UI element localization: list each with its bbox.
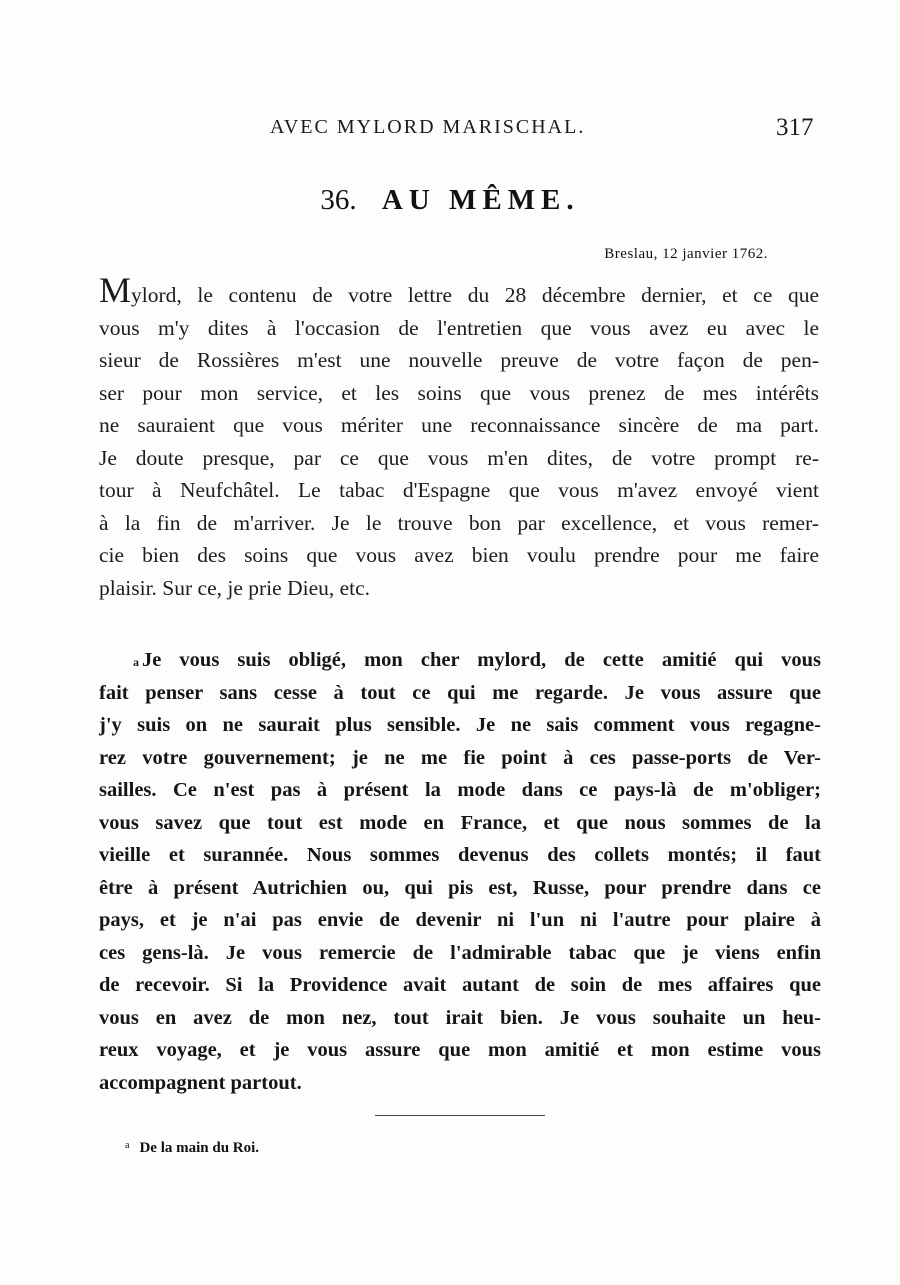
letter-line: plaisir. Sur ce, je prie Dieu, etc.	[99, 575, 371, 600]
postscript-line: sailles. Ce n'est pas à présent la mode dans ce pays-là de m'obliger;	[99, 779, 821, 801]
letter-line: à la fin de m'arriver. Je le trouve bon par excellence, et vous remer-	[99, 510, 819, 535]
page-number: 317	[776, 114, 814, 141]
letter-line: cie bien des soins que vous avez bien voulu prendre pour me faire	[99, 543, 819, 567]
letter-title: AU MÊME.	[381, 184, 580, 216]
postscript-line: vous savez que tout est mode en France, et que nous sommes de la	[99, 811, 821, 834]
dropcap: M	[99, 270, 132, 310]
letter-line-text: ylord, le contenu de votre lettre du 28 décembre dernier, et ce que	[131, 283, 819, 307]
letter-line: vous m'y dites à l'occasion de l'entretien que vous avez eu avec le	[99, 315, 819, 340]
postscript-line: reux voyage, et je vous assure que mon amitié et mon estime vous	[99, 1039, 821, 1061]
postscript-line: rez votre gouvernement; je ne me fie point à ces passe-ports de Ver-	[99, 746, 821, 769]
footnote-rule	[375, 1115, 545, 1116]
letter-body	[99, 270, 819, 604]
footnote	[125, 1140, 259, 1157]
postscript-line: de recevoir. Si la Providence avait autant de soin de mes affaires que	[99, 974, 821, 996]
postscript-line: accompagnent partout.	[99, 1071, 302, 1094]
postscript-line: j'y suis on ne saurait plus sensible. Je ne sais comment vous regagne-	[99, 714, 821, 736]
postscript-line: pays, et je n'ai pas envie de devenir ni l'un ni l'autre pour plaire à	[99, 909, 821, 931]
postscript-line-text: Je vous suis obligé, mon cher mylord, de cette amitié qui vous	[142, 649, 821, 671]
postscript-line: ces gens-là. Je vous remercie de l'admirable tabac que je viens enfin	[99, 941, 821, 964]
letter-line: ser pour mon service, et les soins que vous prenez de mes intérêts	[99, 380, 819, 405]
letter-heading	[0, 184, 900, 217]
footnote-marker: a	[133, 655, 139, 669]
dateline: Breslau, 12 janvier 1762.	[604, 246, 768, 262]
postscript-line: vous en avez de mon nez, tout irait bien. Je vous souhaite un heu-	[99, 1006, 821, 1029]
letter-number: 36.	[320, 184, 357, 216]
letter-line: tour à Neufchâtel. Le tabac d'Espagne que vous m'avez envoyé vient	[99, 478, 819, 502]
running-title: AVEC MYLORD MARISCHAL.	[270, 116, 586, 138]
postscript-line: vieille et surannée. Nous sommes devenus des collets montés; il faut	[99, 844, 821, 866]
letter-line: ne sauraient que vous mériter une reconnaissance sincère de ma part.	[99, 413, 819, 437]
postscript-line: être à présent Autrichien ou, qui pis est, Russe, pour prendre dans ce	[99, 876, 821, 899]
letter-line: Je doute presque, par ce que vous m'en dites, de votre prompt re-	[99, 445, 819, 470]
letter-line: sieur de Rossières m'est une nouvelle preuve de votre façon de pen-	[99, 348, 819, 372]
postscript	[99, 644, 821, 1099]
postscript-line	[99, 644, 821, 677]
footnote-text: De la main du Roi.	[139, 1140, 260, 1156]
footnote-marker: a	[125, 1140, 130, 1151]
letter-line	[99, 270, 819, 312]
postscript-line: fait penser sans cesse à tout ce qui me regarde. Je vous assure que	[99, 681, 821, 704]
